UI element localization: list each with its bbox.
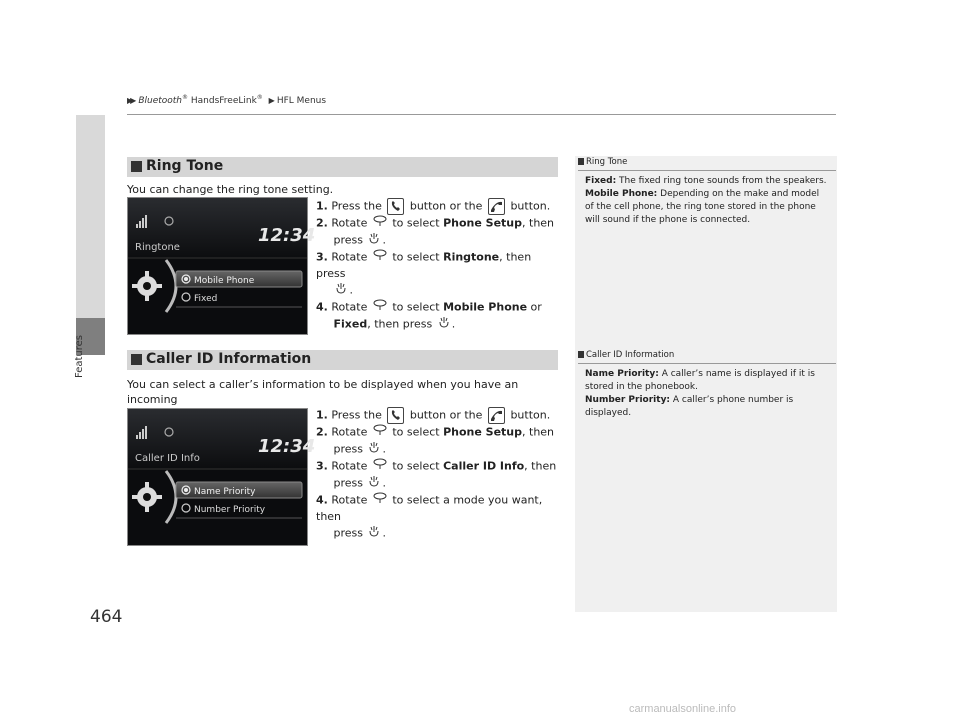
ring-tone-steps	[316, 198, 561, 333]
side-section-label: Features	[74, 335, 85, 378]
ring-tone-title: Ring Tone	[146, 158, 224, 174]
step-1: 1. Press the button or the button.	[316, 198, 561, 215]
interface-dial-icon	[373, 424, 387, 441]
screen-heading: Ringtone	[135, 242, 180, 253]
breadcrumb-hfl-menus: HFL Menus	[276, 96, 327, 106]
note-divider	[578, 170, 836, 171]
step-1: 1. Press the button or the button.	[316, 407, 566, 424]
interface-dial-icon	[373, 458, 387, 475]
caller-id-note-head: Caller ID Information	[578, 350, 836, 360]
radio-dot-icon	[184, 277, 188, 281]
breadcrumb-hfl: HandsFreeLink	[188, 96, 257, 106]
screen-heading: Caller ID Info	[135, 453, 200, 464]
caller-id-section-header	[127, 350, 558, 370]
option-mobile-phone: Mobile Phone	[194, 276, 255, 286]
section-bullet-icon	[131, 161, 142, 172]
ring-tone-note	[578, 157, 836, 227]
step-4: 4. Rotate to select a mode you want, then press .	[316, 492, 566, 542]
section-bullet-icon	[131, 354, 142, 365]
screen-clock: 12:34	[258, 225, 316, 246]
interface-dial-icon	[373, 249, 387, 266]
press-icon	[438, 316, 450, 333]
caller-id-note-text: Name Priority: A caller’s name is displayed if it is stored in the phonebook. Number Priority: A caller’s phone number is displayed.	[585, 369, 815, 418]
breadcrumb-arrow-icon: ▶	[268, 96, 272, 105]
step-2: 2. Rotate to select Phone Setup, then press .	[316, 424, 566, 458]
note-divider	[578, 363, 836, 364]
step-3: 3. Rotate to select Ringtone, then press .	[316, 249, 561, 299]
ringtone-screen-image	[127, 197, 316, 335]
screen-clock: 12:34	[258, 436, 316, 457]
press-icon	[368, 475, 380, 492]
interface-dial-icon	[373, 492, 387, 509]
radio-dot-icon	[184, 488, 188, 492]
side-tab-background	[76, 115, 105, 318]
breadcrumb: ▶▶ Bluetooth® HandsFreeLink® ▶ HFL Menus	[127, 94, 327, 106]
caller-id-intro-line1: You can select a caller’s information to be displayed when you have an incoming	[127, 378, 519, 406]
press-icon	[368, 441, 380, 458]
phone-button-icon	[387, 198, 404, 215]
pickup-button-icon	[488, 407, 505, 424]
breadcrumb-bluetooth: Bluetooth	[138, 96, 183, 106]
pickup-button-icon	[488, 198, 505, 215]
ring-tone-intro: You can change the ring tone setting.	[127, 183, 334, 196]
press-icon	[368, 232, 380, 249]
breadcrumb-arrow-icon: ▶▶	[127, 96, 134, 105]
caller-id-note	[578, 350, 836, 420]
interface-dial-icon	[373, 215, 387, 232]
interface-dial-icon	[373, 299, 387, 316]
press-icon	[335, 282, 347, 299]
watermark: carmanualsonline.info	[629, 703, 737, 715]
option-fixed: Fixed	[194, 294, 218, 304]
step-2: 2. Rotate to select Phone Setup, then press .	[316, 215, 561, 249]
step-3: 3. Rotate to select Caller ID Info, then press .	[316, 458, 566, 492]
phone-button-icon	[387, 407, 404, 424]
step-4: 4. Rotate to select Mobile Phone or Fixed, then press .	[316, 299, 561, 333]
note-marker-icon	[578, 351, 584, 358]
note-marker-icon	[578, 158, 584, 165]
caller-id-screen-image	[127, 408, 316, 546]
press-icon	[368, 525, 380, 542]
page-number: 464	[90, 607, 123, 627]
option-number-priority: Number Priority	[194, 505, 266, 515]
ring-tone-note-head: Ring Tone	[578, 157, 836, 167]
caller-id-steps	[316, 407, 566, 542]
option-name-priority: Name Priority	[194, 487, 256, 497]
ring-tone-note-text: Fixed: The fixed ring tone sounds from the speakers. Mobile Phone: Depending on the make and model of the cell phone, the ring tone stored in the phone will sound if the phone is connected.	[585, 176, 827, 225]
header-divider	[127, 114, 836, 115]
caller-id-title: Caller ID Information	[146, 351, 312, 367]
ring-tone-section-header	[127, 157, 558, 177]
